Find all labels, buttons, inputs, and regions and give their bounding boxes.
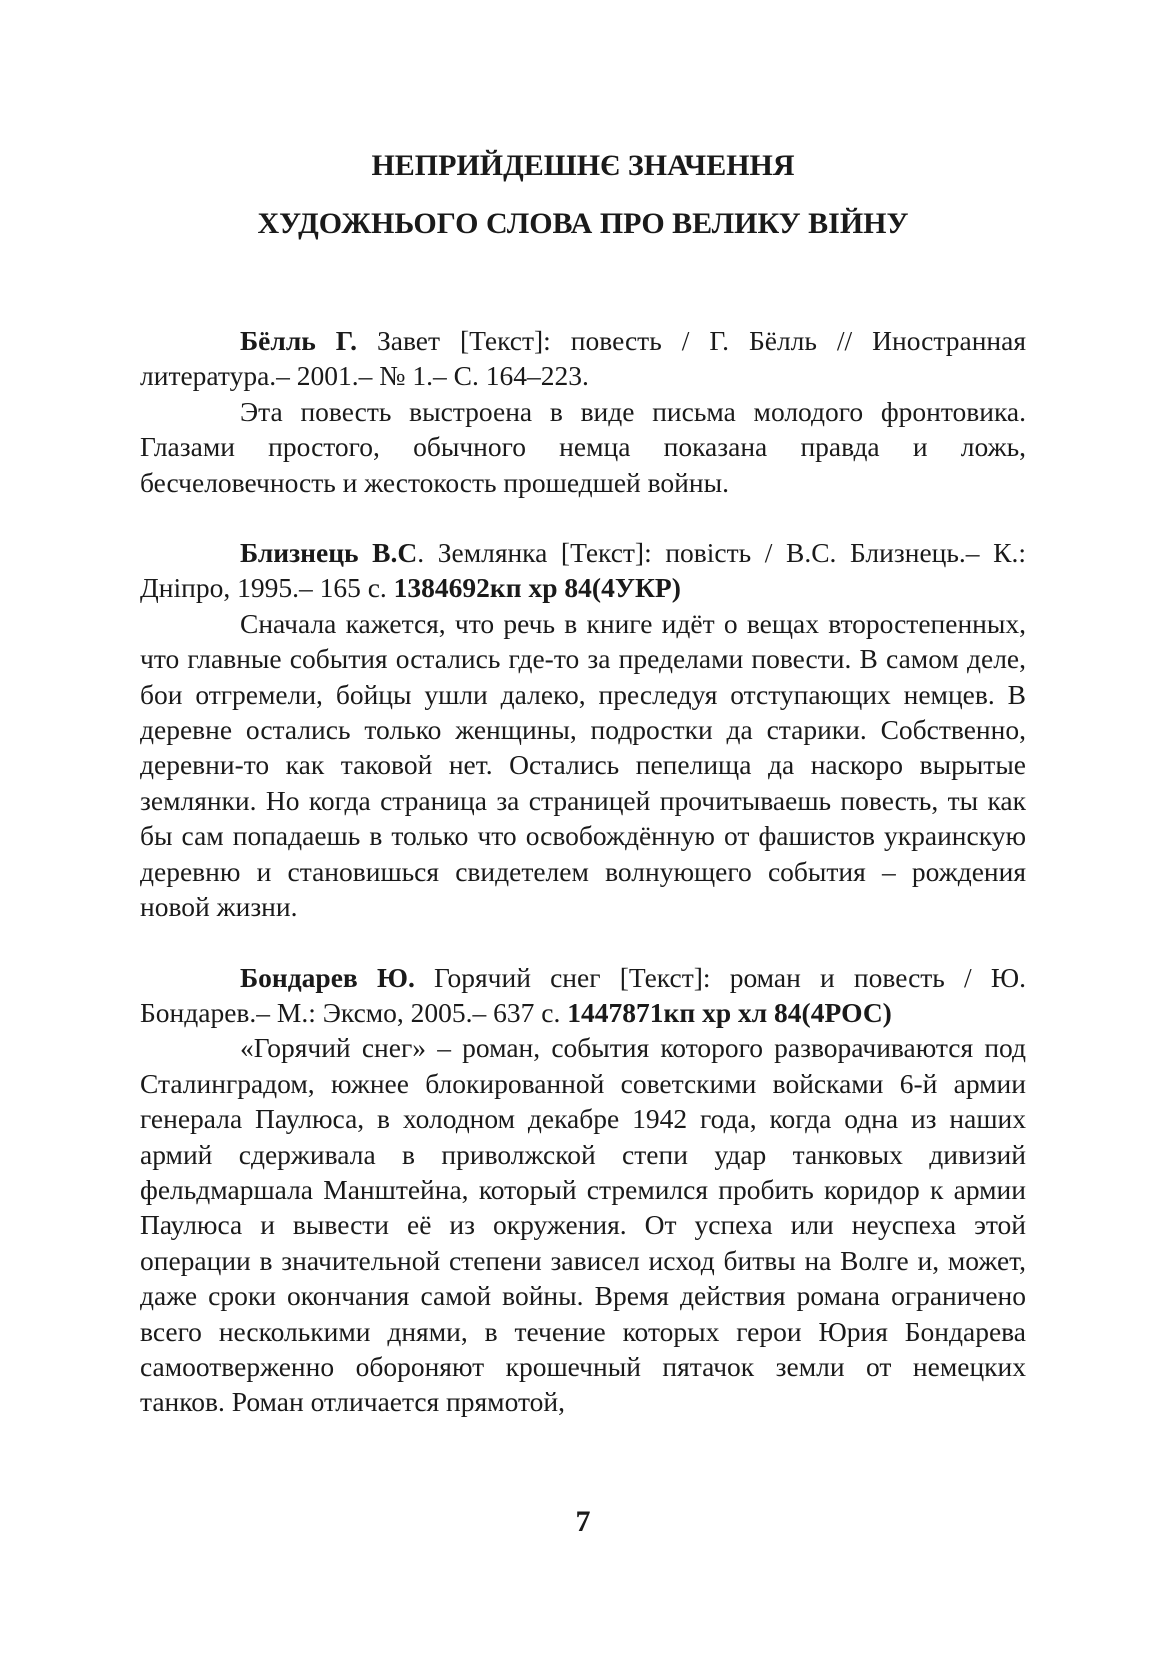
entry-author: Бондарев Ю.	[240, 961, 415, 993]
citation-paragraph	[140, 323, 1026, 394]
entry-citation: Завет [Текст]: повесть / Г. Бёлль // Иностранная литература.– 2001.– № 1.– С. 164–223.	[140, 325, 1026, 392]
title-line-2: ХУДОЖНЬОГО СЛОВА ПРО ВЕЛИКУ ВІЙНУ	[257, 207, 909, 240]
entry-shelf-mark: 1384692кп хр 84(4УКР)	[393, 572, 681, 604]
bibliography-entry	[140, 960, 1026, 1420]
bibliography-entry	[140, 535, 1026, 924]
bibliography-list	[140, 323, 1026, 1455]
entry-citation: Горячий снег [Текст]: роман и повесть / Ю. Бондарев.– М.: Эксмо, 2005.– 637 с.	[140, 961, 1026, 1028]
bibliography-entry	[140, 323, 1026, 500]
citation-paragraph	[140, 535, 1026, 606]
page-title	[0, 137, 1166, 253]
entry-shelf-mark: 1447871кп хр хл 84(4РОС)	[567, 996, 892, 1028]
annotation-paragraph: Эта повесть выстроена в виде письма молодого фронтовика. Глазами простого, обычного немца показана правда и ложь, бесчеловечность и жестокость прошедшей войны.	[140, 395, 1026, 498]
annotation-paragraph: «Горячий снег» – роман, события которого разворачиваются под Сталинградом, южнее блокированной советскими войсками 6-й армии генерала Паулюса, в холодном декабре 1942 года, когда одна из наших армий сдерживала в приволжской степи удар танковых дивизий фельдмаршала Манштейна, который стремился пробить коридор к армии Паулюса и вывести её из окружения. От успеха или неуспеха этой операции в значительной степени зависел исход битвы на Волге и, может, даже сроки окончания самой войны. Время действия романа ограничено всего несколькими днями, в течение которых герои Юрия Бондарева самоотверженно обороняют крошечный пятачок земли от немецких танков. Роман отличается прямотой,	[140, 1032, 1026, 1418]
entry-author: Бёлль Г.	[240, 325, 358, 356]
entry-author: Близнець В.С	[240, 537, 418, 569]
title-line-1: НЕПРИЙДЕШНЄ ЗНАЧЕННЯ	[371, 149, 795, 182]
annotation-paragraph: Сначала кажется, что речь в книге идёт о вещах второстепенных, что главные события остались где-то за пределами повести. В самом деле, бои отгремели, бойцы ушли далеко, преследуя отступающих немцев. В деревне остались только женщины, подростки да старики. Собственно, деревни-то как таковой нет. Остались пепелища да наскоро вырытые землянки. Но когда страница за страницей прочитываешь повесть, ты как бы сам попадаешь в только что освобождённую от фашистов украинскую деревню и становишься свидетелем волнующего события – рождения новой жизни.	[140, 607, 1026, 923]
citation-paragraph	[140, 960, 1026, 1031]
entry-citation: . Землянка [Текст]: повість / В.С. Близнець.– К.: Дніпро, 1995.– 165 с.	[140, 537, 1026, 604]
page-number: 7	[575, 1505, 591, 1538]
